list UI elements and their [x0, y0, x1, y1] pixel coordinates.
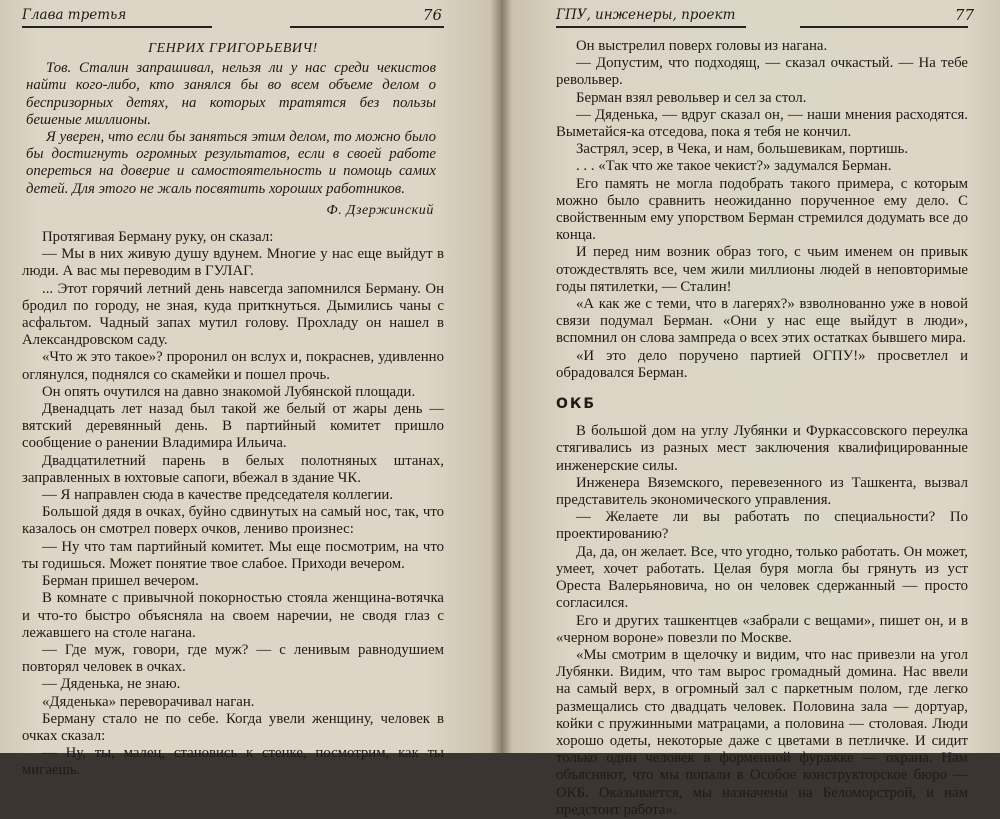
left-text-block — [22, 40, 444, 780]
right-head-rule — [556, 26, 746, 28]
letter-signature: Ф. Дзержинский — [326, 202, 434, 218]
paragraph: — Где муж, говори, где муж? — с ленивым равнодушием повторял человек в очках. — [22, 641, 444, 676]
paragraph: Большой дядя в очках, буйно сдвинутых на самый нос, так, что казалось он смотрел поверх очков, лениво произнес: — [22, 504, 444, 538]
right-head-rule-2 — [800, 26, 968, 28]
letter-paragraph: Тов. Сталин запрашивал, нельзя ли у нас среди чекистов найти кого-либо, кто занялся бы во всем объеме делом о беспризорных детях, на которых тратятся без пользы бешеные миллионы. — [26, 60, 436, 128]
letter-salutation: ГЕНРИХ ГРИГОРЬЕВИЧ! — [148, 41, 318, 56]
right-page-number: 77 — [954, 6, 974, 24]
section-paragraph: В большой дом на углу Лубянки и Фуркассовского переулка стягивались из разных мест заключения квалифицированные инженерские силы. — [556, 423, 968, 474]
paragraph: — Ну, ты, малец, становись к стенке, посмотрим, как ты мигаешь. — [22, 745, 444, 779]
paragraph: — Дяденька, не знаю. — [42, 676, 181, 693]
paragraph: Берман пришел вечером. — [42, 573, 199, 590]
paragraph: Протягивая Берману руку, он сказал: — [42, 229, 274, 246]
paragraph: — Я направлен сюда в качестве председателя коллегии. — [42, 487, 394, 504]
right-running-head — [556, 6, 974, 24]
paragraph: Застрял, эсер, в Чека, и нам, большевикам, портишь. — [576, 141, 909, 158]
paragraph: И перед ним возник образ того, с чьим именем он привык отождествлять все, чем жили миллионы людей в неповторимые годы пятилетки, — Сталин! — [556, 244, 968, 295]
paragraph: «Дяденька» переворачивал наган. — [42, 693, 255, 710]
paragraph: . . . «Так что же такое чекист?» задумался Берман. — [576, 158, 892, 175]
section-paragraph: — Желаете ли вы работать по специальности? По проектированию? — [556, 509, 968, 543]
letter-paragraph: Я уверен, что если бы заняться этим делом, то можно было бы достигнуть огромных результатов, если в своей работе опереться на доверие и самостоятельность и помощь самих детей. Для этого не жаль посвятить хороших работников. — [26, 129, 436, 197]
paragraph: Берман взял револьвер и сел за стол. — [576, 89, 807, 106]
paragraph: Он выстрелил поверх головы из нагана. — [576, 38, 828, 54]
section-paragraph: «Мы смотрим в щелочку и видим, что нас привезли на угол Лубянки. Видим, что там вырос громадный домина. Нас ввели на самый верх, в огромный зал с паркетным полом, где легко размещались сто двадцать человек. Половина зала — дортуар, койки с пружинными матрацами, а половина — столовая. Люди хорошо одеты, некоторые даже с цветами в петличке. И сидит только один человек в форменной фуражке — охрана. Нам объясняют, что мы попали в Особое конструкторское бюро — ОКБ. Оказывается, мы назначены на Беломорстрой, и нам предстоит работа». — [556, 646, 968, 818]
right-text-block — [556, 38, 968, 819]
paragraph: Двенадцать лет назад был такой же белый от жары день — вятский деревянный день. В партийный комитет пришло сообщение о ранении Владимира Ильича. — [22, 401, 444, 452]
section-heading: ОКБ — [556, 396, 597, 413]
paragraph: Берману стало не по себе. Когда увели женщину, человек в очках сказал: — [22, 710, 444, 744]
paragraph: — Дяденька, — вдруг сказал он, — наши мнения расходятся. Выметайся-ка отседова, пока я тебя не кончил. — [556, 106, 968, 141]
section-paragraph: Да, да, он желает. Все, что угодно, только работать. Он может, умеет, хочет работать. Целая буря могла бы грянуть из уст Ореста Валерьяновича, но он человек сдержанный — просто согласился. — [556, 543, 968, 612]
dzerzhinsky-letter — [22, 60, 444, 198]
left-page — [0, 0, 500, 779]
paragraph: — Допустим, что подходящ, — сказал очкастый. — На тебе револьвер. — [556, 55, 968, 89]
left-running-title: Глава третья — [22, 7, 127, 23]
section-paragraph: Его и других ташкентцев «забрали с вещами», пишет он, и в «черном вороне» повезли по Москве. — [556, 612, 968, 646]
right-running-title: ГПУ, инженеры, проект — [556, 7, 736, 23]
left-page-number: 76 — [422, 6, 442, 24]
paragraph: «И это дело поручено партией ОГПУ!» просветлел и обрадовался Берман. — [556, 347, 968, 381]
paragraph: Двадцатилетний парень в белых полотняных штанах, заправленных в юхтовые сапоги, вбежал в здание ЧК. — [22, 452, 444, 486]
paragraph: В комнате с привычной покорностью стояла женщина-вотячка и что-то быстро объясняла на своем наречии, не сводя глаз с лежавшего на столе нагана. — [22, 590, 444, 641]
section-paragraph: Инженера Вяземского, перевезенного из Ташкента, вызвал представитель экономического управления. — [556, 474, 968, 509]
paragraph: ... Этот горячий летний день навсегда запомнился Берману. Он бродил по городу, не зная, куда приткнуться. Дымились чаны с асфальтом. Чадный запах мутил голову. Прохладу он нашел в Александровском саду. — [22, 280, 444, 349]
paragraph: «А как же с теми, что в лагерях?» взволнованно уже в новой связи подумал Берман. «Они у нас еще выйдут в люди», вспомнил он слова зампреда о всех этих остатках бывшего мира. — [556, 296, 968, 347]
right-page — [500, 0, 1000, 818]
book-gutter — [490, 0, 512, 753]
left-head-rule-2 — [290, 26, 444, 28]
paragraph: «Что ж это такое»? проронил он вслух и, покраснев, удивленно оглянулся, поднялся со скамейки и пошел прочь. — [22, 349, 444, 383]
left-running-head — [22, 6, 442, 24]
paragraph: — Мы в них живую душу вдунем. Многие у нас еще выйдут в люди. А вас мы переводим в ГУЛАГ. — [22, 246, 444, 280]
paragraph: Он опять очутился на давно знакомой Лубянской площади. — [42, 383, 416, 400]
paragraph: Его память не могла подобрать такого примера, с которым можно было сравнить неожиданно порученное ему дело. С свойственным ему упорством Берман стремился додумать все до конца. — [556, 175, 968, 244]
left-head-rule — [22, 26, 212, 28]
paragraph: — Ну что там партийный комитет. Мы еще посмотрим, на что ты годишься. Может понятие твое слабое. Приходи вечером. — [22, 538, 444, 572]
